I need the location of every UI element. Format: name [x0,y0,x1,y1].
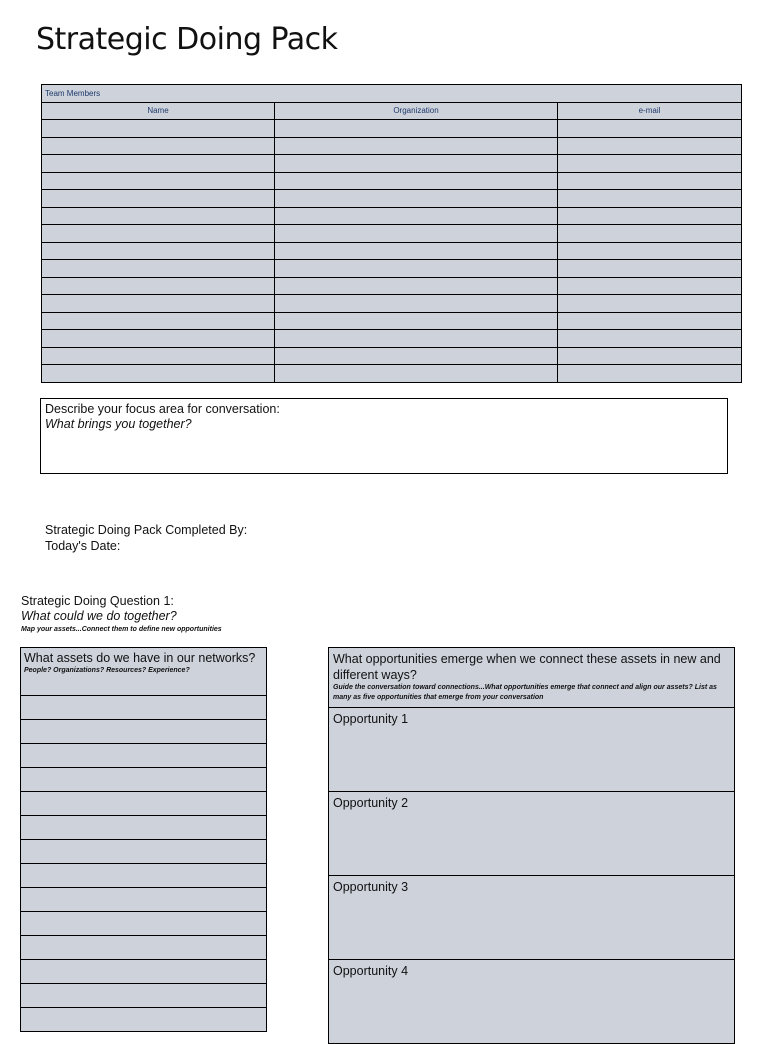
organization-cell[interactable] [275,172,558,190]
asset-row[interactable] [20,936,267,960]
todays-date-label: Today's Date: [45,538,121,553]
email-cell[interactable] [558,312,742,330]
team-member-row [42,155,742,173]
email-cell[interactable] [558,155,742,173]
team-member-row [42,207,742,225]
opportunity-label: Opportunity 4 [333,964,409,978]
email-cell[interactable] [558,120,742,138]
column-header-organization: Organization [275,102,558,120]
email-cell[interactable] [558,295,742,313]
name-cell[interactable] [42,347,275,365]
email-cell[interactable] [558,207,742,225]
name-cell[interactable] [42,295,275,313]
opportunities-hint: Guide the conversation toward connections...What opportunities emerge that connect and align our assets? List as many as five opportunities that emerge from your conversation [333,684,717,701]
team-member-row [42,312,742,330]
focus-area-box[interactable] [40,398,728,474]
team-member-row [42,295,742,313]
question-1-header [21,594,222,636]
organization-cell[interactable] [275,260,558,278]
email-cell[interactable] [558,172,742,190]
name-cell[interactable] [42,365,275,383]
question-1-instruction: Map your assets...Connect them to define new opportunities [21,626,222,633]
organization-cell[interactable] [275,295,558,313]
email-cell[interactable] [558,190,742,208]
column-header-email: e-mail [558,102,742,120]
organization-cell[interactable] [275,155,558,173]
name-cell[interactable] [42,242,275,260]
team-member-row [42,277,742,295]
team-member-row [42,172,742,190]
opportunity-box[interactable] [328,960,735,1044]
name-cell[interactable] [42,172,275,190]
opportunities-header [328,647,735,708]
opportunity-box[interactable] [328,708,735,792]
assets-table [20,647,267,1032]
asset-row[interactable] [20,792,267,816]
name-cell[interactable] [42,225,275,243]
asset-row[interactable] [20,744,267,768]
opportunity-label: Opportunity 3 [333,880,409,894]
team-member-row [42,120,742,138]
organization-cell[interactable] [275,225,558,243]
team-member-row [42,347,742,365]
organization-cell[interactable] [275,137,558,155]
opportunity-box[interactable] [328,876,735,960]
email-cell[interactable] [558,260,742,278]
asset-row[interactable] [20,696,267,720]
asset-row[interactable] [20,816,267,840]
opportunities-table [328,647,735,1044]
email-cell[interactable] [558,242,742,260]
team-member-row [42,242,742,260]
assets-header [20,647,267,696]
asset-row[interactable] [20,864,267,888]
team-member-row [42,260,742,278]
asset-row[interactable] [20,1008,267,1032]
page-title: Strategic Doing Pack [36,22,338,57]
email-cell[interactable] [558,330,742,348]
name-cell[interactable] [42,120,275,138]
email-cell[interactable] [558,365,742,383]
team-members-caption: Team Members [42,85,742,103]
assets-hint: People? Organizations? Resources? Experience? [24,667,190,674]
team-member-row [42,137,742,155]
focus-area-question: Describe your focus area for conversation: [45,402,280,416]
focus-area-subquestion: What brings you together? [45,417,192,431]
organization-cell[interactable] [275,190,558,208]
question-1-label: Strategic Doing Question 1: [21,594,174,608]
completion-info [45,523,247,554]
team-members-table [41,84,742,383]
team-member-row [42,225,742,243]
name-cell[interactable] [42,207,275,225]
asset-row[interactable] [20,840,267,864]
organization-cell[interactable] [275,120,558,138]
opportunity-box[interactable] [328,792,735,876]
team-member-row [42,365,742,383]
asset-row[interactable] [20,984,267,1008]
opportunity-label: Opportunity 1 [333,712,409,726]
organization-cell[interactable] [275,242,558,260]
name-cell[interactable] [42,155,275,173]
name-cell[interactable] [42,137,275,155]
column-header-name: Name [42,102,275,120]
asset-row[interactable] [20,888,267,912]
opportunities-heading: What opportunities emerge when we connect these assets in new and different ways? [333,652,721,682]
name-cell[interactable] [42,260,275,278]
asset-row[interactable] [20,960,267,984]
team-member-row [42,190,742,208]
assets-heading: What assets do we have in our networks? [24,651,256,665]
question-1-subtitle: What could we do together? [21,609,177,623]
completed-by-label: Strategic Doing Pack Completed By: [45,523,248,537]
asset-row[interactable] [20,720,267,744]
email-cell[interactable] [558,277,742,295]
name-cell[interactable] [42,277,275,295]
organization-cell[interactable] [275,347,558,365]
email-cell[interactable] [558,225,742,243]
team-member-row [42,330,742,348]
organization-cell[interactable] [275,365,558,383]
organization-cell[interactable] [275,312,558,330]
name-cell[interactable] [42,312,275,330]
email-cell[interactable] [558,347,742,365]
organization-cell[interactable] [275,330,558,348]
organization-cell[interactable] [275,207,558,225]
email-cell[interactable] [558,137,742,155]
organization-cell[interactable] [275,277,558,295]
asset-row[interactable] [20,912,267,936]
asset-row[interactable] [20,768,267,792]
opportunity-label: Opportunity 2 [333,796,409,810]
name-cell[interactable] [42,330,275,348]
name-cell[interactable] [42,190,275,208]
